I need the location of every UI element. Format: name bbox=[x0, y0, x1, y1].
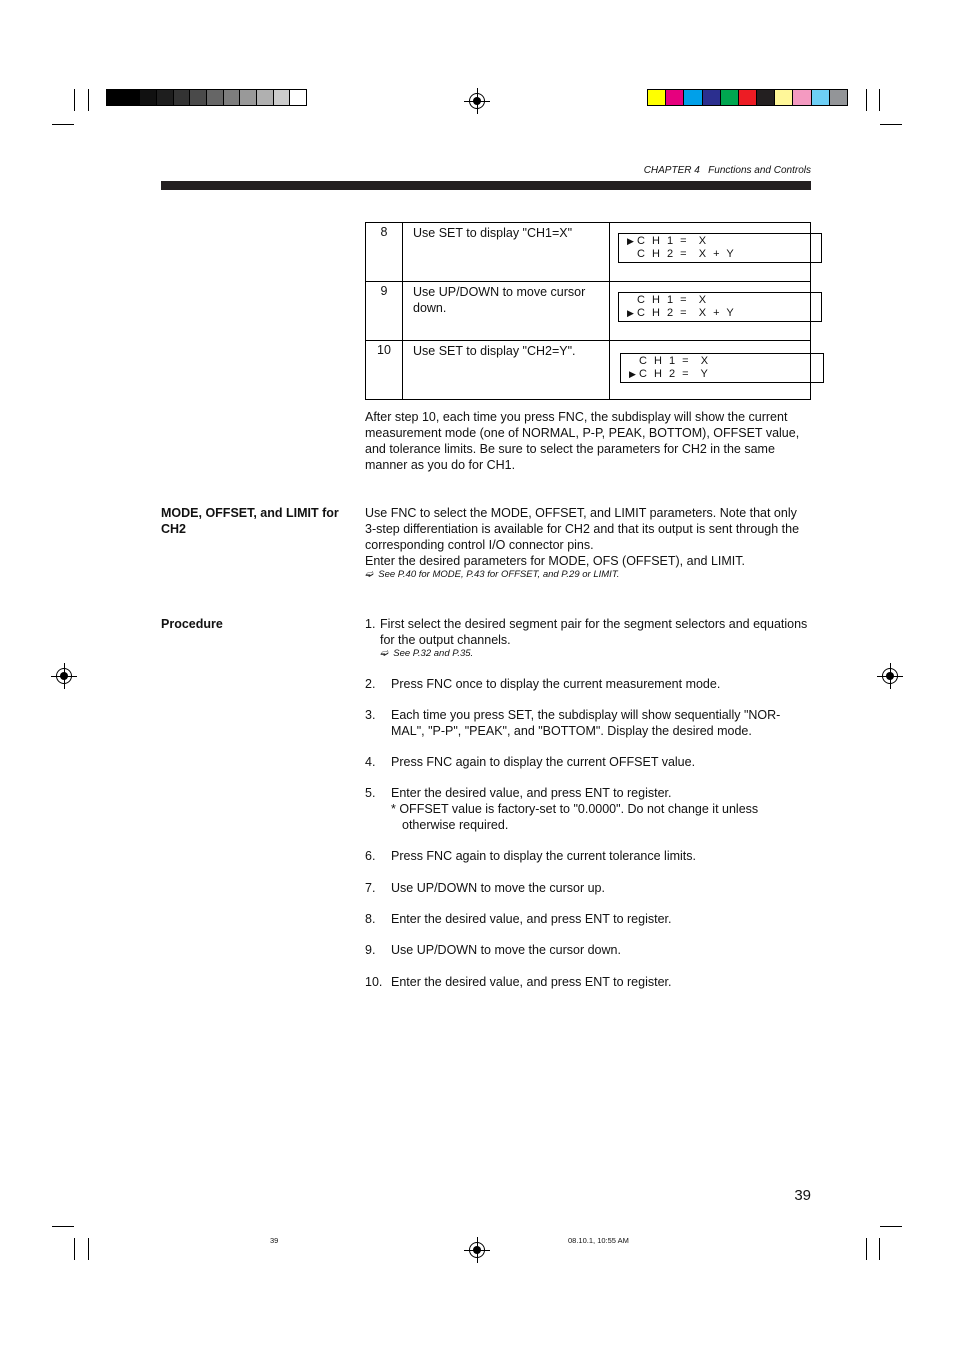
step-number: 8 bbox=[366, 223, 403, 282]
color-swatch bbox=[792, 89, 811, 106]
step-description: Use SET to display "CH2=Y". bbox=[403, 341, 610, 400]
step-text: Enter the desired value, and press ENT to register. bbox=[391, 912, 672, 926]
gray-swatch bbox=[139, 89, 157, 106]
step-text: Enter the desired value, and press ENT to register. bbox=[391, 786, 672, 800]
step-text: Enter the desired value, and press ENT to register. bbox=[391, 975, 672, 989]
arrow-reference-icon: ➫ bbox=[380, 648, 388, 659]
steps-table bbox=[365, 222, 811, 400]
color-swatch bbox=[647, 89, 666, 106]
lcd-line-1: C H 1 = X bbox=[637, 294, 709, 306]
triangle-cursor-icon: ▶ bbox=[627, 308, 634, 318]
list-item bbox=[365, 848, 810, 864]
step-text: Press FNC once to display the current measurement mode. bbox=[391, 677, 721, 691]
list-item bbox=[365, 676, 810, 692]
gray-swatch bbox=[273, 89, 291, 106]
step-note: * OFFSET value is factory-set to "0.0000". Do not change it unless otherwise required. bbox=[391, 802, 759, 832]
reference-note bbox=[365, 569, 811, 581]
step-text: First select the desired segment pair for the segment selectors and equations for the output channels. bbox=[380, 617, 808, 647]
registration-mark-icon bbox=[469, 1242, 485, 1258]
color-swatch bbox=[702, 89, 721, 106]
gray-swatch bbox=[223, 89, 241, 106]
triangle-cursor-icon: ▶ bbox=[629, 369, 636, 379]
step-text: Press FNC again to display the current tolerance limits. bbox=[391, 849, 696, 863]
table-row bbox=[366, 341, 811, 400]
step-number: 3. bbox=[365, 708, 376, 722]
color-swatch bbox=[829, 89, 848, 106]
mode-body-paragraph: Use FNC to select the MODE, OFFSET, and LIMIT parameters. Note that only 3-step differentiation is available for CH2 and that its output is sent through the corresponding control I/O connector pins. bbox=[365, 506, 800, 552]
table-row bbox=[366, 282, 811, 341]
display-cell bbox=[610, 223, 811, 282]
list-item bbox=[365, 880, 810, 896]
list-item bbox=[365, 911, 810, 927]
display-cell bbox=[610, 341, 811, 400]
after-step-paragraph: After step 10, each time you press FNC, the subdisplay will show the current measurement mode (one of NORMAL, P-P, PEAK, BOTTOM), OFFSET value, and tolerance limits. Be sure to select the parameters for CH2 in the same manner as you do for CH1. bbox=[365, 410, 800, 472]
step-number: 8. bbox=[365, 912, 376, 926]
color-swatch bbox=[665, 89, 684, 106]
gray-swatch bbox=[123, 89, 141, 106]
lcd-line-2: C H 2 = Y bbox=[639, 368, 710, 380]
step-number: 7. bbox=[365, 881, 376, 895]
step-text: Use UP/DOWN to move the cursor up. bbox=[391, 881, 605, 895]
list-item bbox=[365, 707, 805, 739]
step-text: Use UP/DOWN to move the cursor down. bbox=[391, 943, 621, 957]
page-number: 39 bbox=[794, 1187, 811, 1204]
lcd-display bbox=[620, 353, 824, 383]
color-swatch bbox=[811, 89, 830, 106]
step-text: Press FNC again to display the current OFFSET value. bbox=[391, 755, 696, 769]
gray-swatch bbox=[206, 89, 224, 106]
chapter-label: CHAPTER 4 bbox=[643, 165, 700, 176]
step-number: 1. bbox=[365, 617, 376, 631]
step-number: 6. bbox=[365, 849, 376, 863]
list-item bbox=[365, 616, 810, 660]
list-item bbox=[365, 974, 810, 990]
lcd-line-1: C H 1 = X bbox=[637, 235, 709, 247]
list-item bbox=[365, 785, 810, 833]
registration-mark-icon bbox=[469, 93, 485, 109]
footer-page: 39 bbox=[270, 1236, 279, 1245]
color-swatch bbox=[738, 89, 757, 106]
color-swatch bbox=[683, 89, 702, 106]
display-cell bbox=[610, 282, 811, 341]
triangle-cursor-icon: ▶ bbox=[627, 236, 634, 246]
lcd-line-2: C H 2 = X + Y bbox=[637, 307, 736, 319]
step-number: 9 bbox=[366, 282, 403, 341]
header-rule bbox=[161, 181, 811, 190]
step-number: 2. bbox=[365, 677, 376, 691]
color-swatch bbox=[756, 89, 775, 106]
step-number: 5. bbox=[365, 786, 376, 800]
section-heading: MODE, OFFSET, and LIMIT for CH2 bbox=[161, 506, 339, 536]
step-number: 9. bbox=[365, 943, 376, 957]
gray-swatch bbox=[239, 89, 257, 106]
list-item bbox=[365, 754, 810, 770]
lcd-display bbox=[618, 292, 822, 322]
lcd-line-1: C H 1 = X bbox=[639, 355, 711, 367]
color-swatch bbox=[774, 89, 793, 106]
chapter-header bbox=[600, 165, 811, 176]
reference-note bbox=[380, 648, 810, 660]
lcd-display bbox=[618, 233, 822, 263]
step-description: Use UP/DOWN to move cursor down. bbox=[403, 282, 610, 341]
list-item bbox=[365, 942, 810, 958]
registration-mark-icon bbox=[882, 668, 898, 684]
section-label: Functions and Controls bbox=[708, 165, 811, 176]
step-number: 10. bbox=[365, 975, 383, 989]
lcd-line-2: C H 2 = X + Y bbox=[637, 248, 736, 260]
gray-swatch bbox=[156, 89, 174, 106]
gray-swatch bbox=[256, 89, 274, 106]
arrow-reference-icon: ➫ bbox=[365, 569, 373, 580]
table-row bbox=[366, 223, 811, 282]
step-text: Each time you press SET, the subdisplay will show sequentially "NOR-MAL", "P-P", "PEAK", and "BOTTOM". Display the desired mode. bbox=[391, 708, 781, 738]
footer-timestamp: 08.10.1, 10:55 AM bbox=[568, 1236, 629, 1245]
step-number: 10 bbox=[366, 341, 403, 400]
color-swatch bbox=[720, 89, 739, 106]
mode-section-body bbox=[365, 505, 811, 581]
step-description: Use SET to display "CH1=X" bbox=[403, 223, 610, 282]
mode-body-paragraph: Enter the desired parameters for MODE, OFS (OFFSET), and LIMIT. bbox=[365, 554, 745, 568]
registration-mark-icon bbox=[56, 668, 72, 684]
reference-text: See P.40 for MODE, P.43 for OFFSET, and P.29 or LIMIT. bbox=[378, 569, 620, 580]
gray-swatch bbox=[106, 89, 124, 106]
step-number: 4. bbox=[365, 755, 376, 769]
reference-text: See P.32 and P.35. bbox=[393, 648, 474, 659]
gray-swatch bbox=[173, 89, 191, 106]
gray-swatch bbox=[289, 89, 307, 106]
gray-swatch bbox=[189, 89, 207, 106]
procedure-heading: Procedure bbox=[161, 617, 223, 631]
